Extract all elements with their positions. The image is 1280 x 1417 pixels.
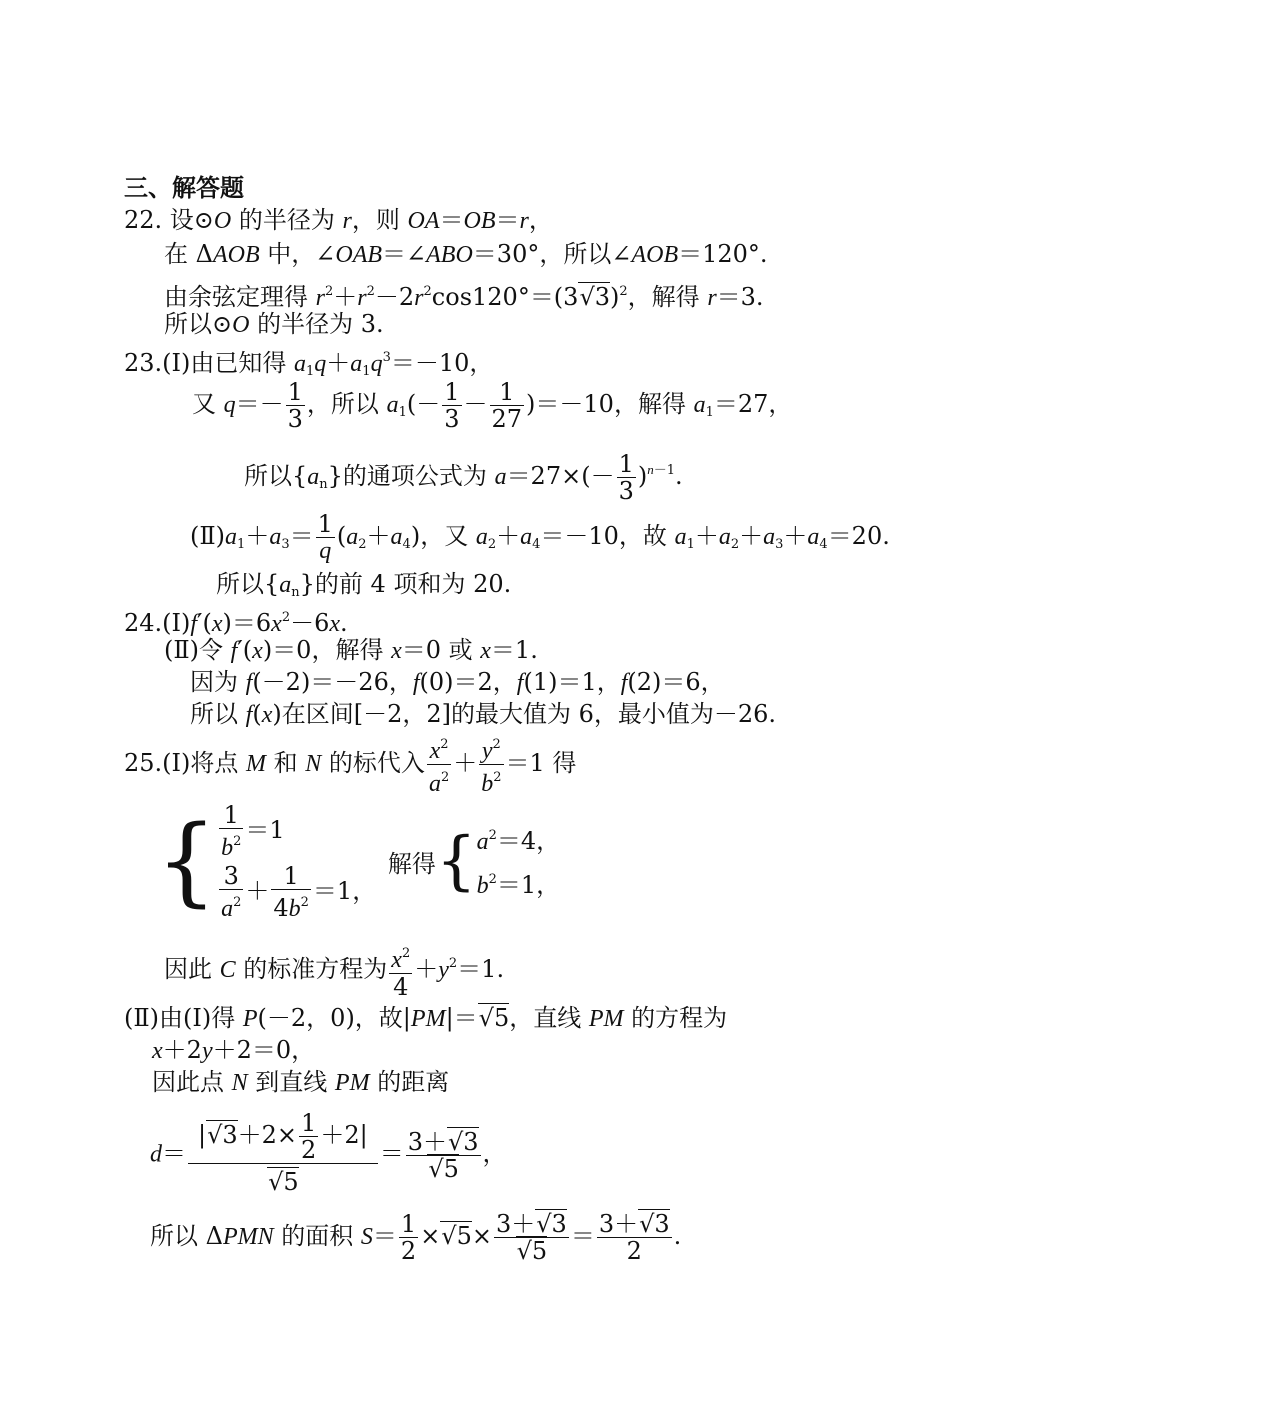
q24-line-3: 因为 f(－2)＝－26，f(0)＝2，f(1)＝1，f(2)＝6，: [190, 668, 725, 696]
q25-line-8: 所以 ΔPMN 的面积 S＝ $\frac{1}{2}$ ×√5× $\frac{3+√3}{√5}$ ＝ $\frac{3+√3}{2}$ .: [150, 1210, 682, 1265]
q25-line-3: 因此 C 的标准方程为 $\frac{x^2}{4}$ $+y^2=1$.: [164, 934, 504, 1000]
q25-line-7: d＝ |√3＋2× $\frac{1}{2}$ ＋2| √5 ＝ $\frac{3+√3}{√5}$ ，: [150, 1109, 507, 1196]
q23-line-5: 所以$\{a_n\}$的前 4 项和为 20.: [216, 570, 512, 600]
q23-line-2: 又 q＝－ $\frac{1}{3}$ ，所以 $a_1(-$ $\frac{1}{3}$ － $\frac{1}{27}$ )＝－10，解得 $a_1=27$，: [192, 378, 793, 433]
q25-line-5: x＋2y＋2＝0，: [152, 1036, 316, 1064]
section-title: 三、解答题: [124, 174, 244, 202]
q25-line-4: (Ⅱ)由(Ⅰ)得 P(－2，0)，故|PM|＝√5，直线 PM 的方程为: [124, 1004, 728, 1032]
q22-line-3: 由余弦定理得 $r^2+r^2-2r^2\cos 120^\circ=(3√3)^2$，解得 r＝3.: [164, 283, 764, 311]
text-mirror: [0, 0, 1, 1]
q24-line-2: (Ⅱ)令 f′(x)＝0，解得 x＝0 或 x＝1.: [164, 636, 538, 664]
q25-line-1: 25.(Ⅰ)将点 M 和 N 的标代入 $\frac{x^2}{a^2}$ ＋ $\frac{y^2}{b^2}$ ＝1 得: [124, 732, 576, 797]
q25-line-6: 因此点 N 到直线 PM 的距离: [152, 1068, 450, 1096]
q25-line-2: { $\frac{1}{b^2}$ ＝1 $\frac{3}{a^2}$ ＋ $\frac{1}{4b^2}$ ＝1， 解得{ $a^2=4$， $b^2=1$，: [156, 801, 561, 922]
q23-line-3: 所以$\{a_n\}$的通项公式为 a＝27×(－ $\frac{1}{3}$ )$^{n-1}$.: [244, 450, 683, 505]
q24-line-4: 所以 f(x)在区间[－2，2]的最大值为 6，最小值为－26.: [190, 700, 777, 728]
q22-line-4: 所以⊙O 的半径为 3.: [164, 310, 384, 338]
q23-line-1: 23.(Ⅰ)由已知得 $a_1q+a_1q^3=-10$，: [124, 349, 494, 379]
q23-line-4: $(Ⅱ)a_1+a_3=$ $\frac{1}{q}$ $(a_2+a_4)$，又 $a_2+a_4=-10$，故 $a_1+a_2+a_3+a_4=20$.: [190, 510, 890, 564]
q22-line-1: 22. 设⊙O 的半径为 r，则 OA＝OB＝r，: [124, 206, 553, 234]
q22-line-2: 在 ΔAOB 中，∠OAB＝∠ABO＝30°，所以∠AOB＝120°.: [164, 240, 768, 268]
q24-line-1: $24.(Ⅰ)f'(x)=6x^2-6x$.: [124, 609, 348, 637]
